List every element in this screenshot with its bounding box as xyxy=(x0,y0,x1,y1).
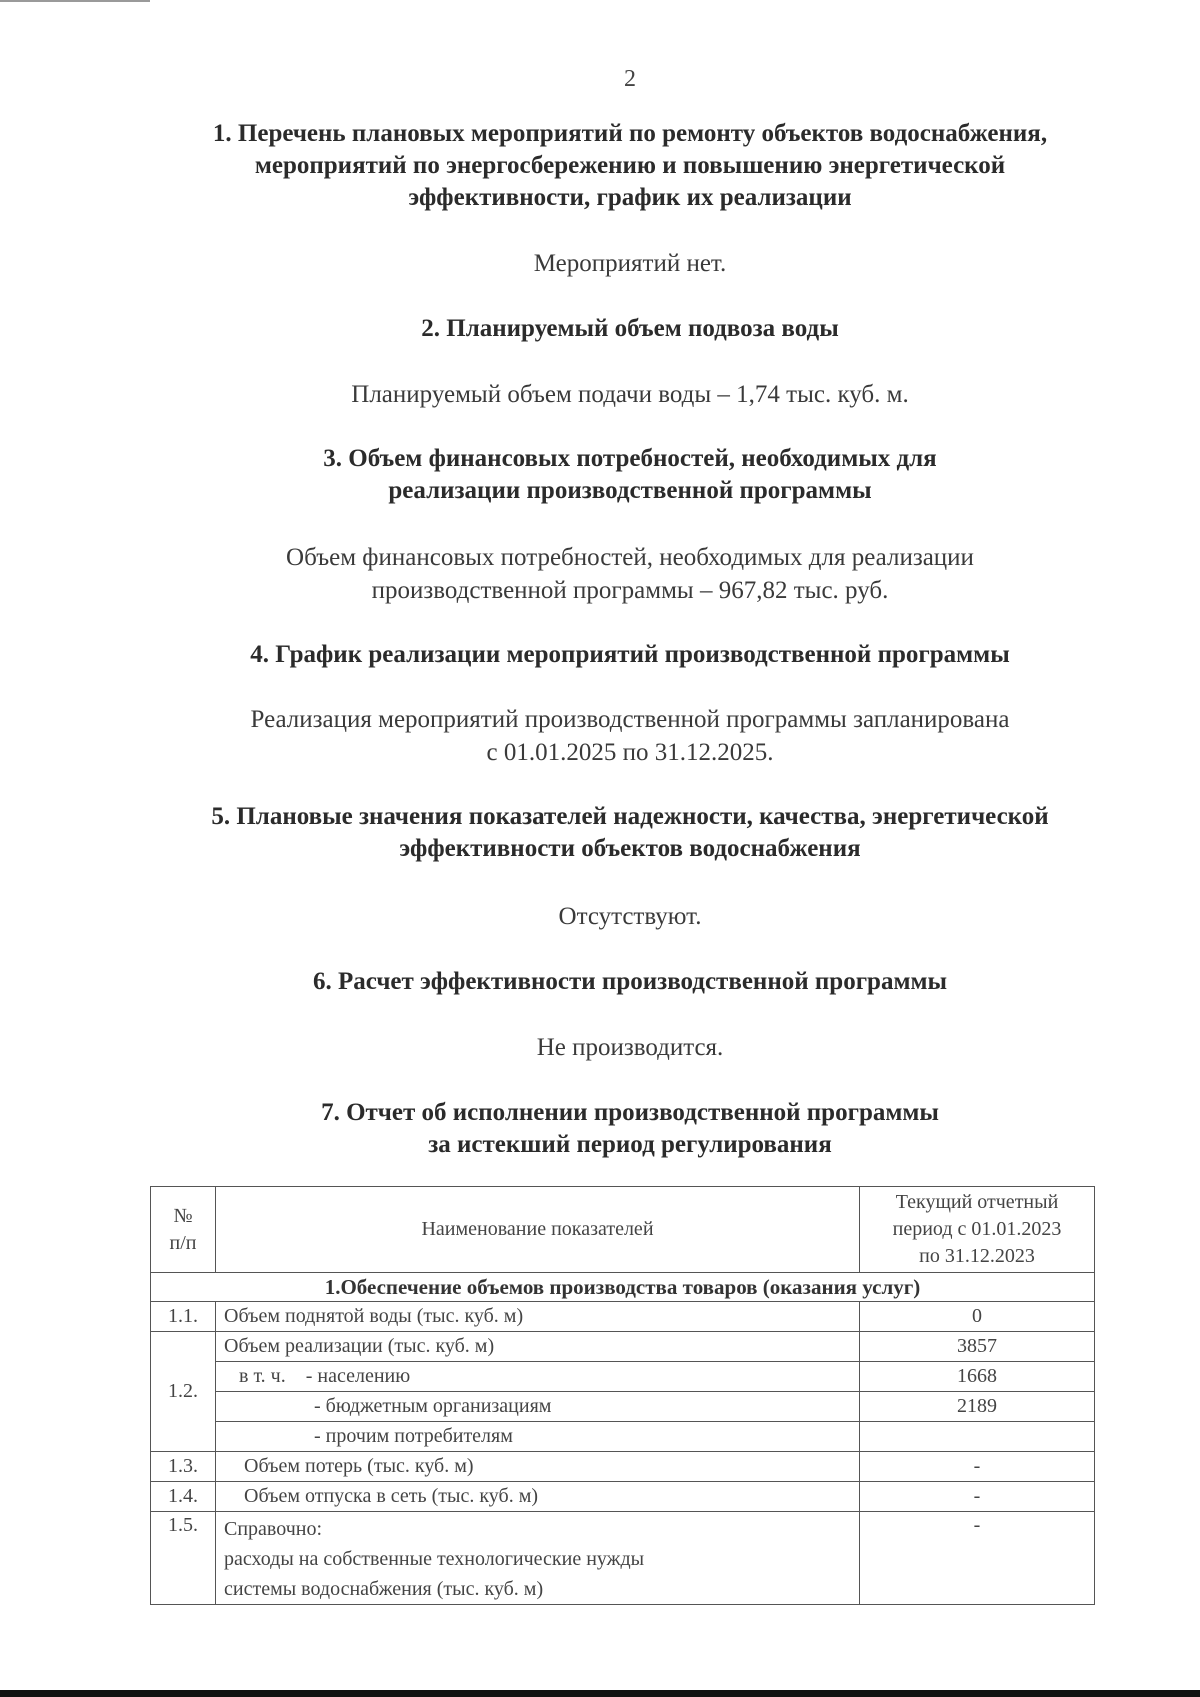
page-number: 2 xyxy=(624,66,636,92)
row-label: Объем реализации (тыс. куб. м) xyxy=(216,1332,860,1362)
heading-section-4: 4. График реализации мероприятий производственной программы xyxy=(250,641,1010,668)
row-label: - прочим потребителям xyxy=(216,1422,860,1452)
row-label: Объем отпуска в сеть (тыс. куб. м) xyxy=(216,1482,860,1512)
heading-section-5: 5. Плановые значения показателей надежности, качества, энергетической эффективности объектов водоснабжения xyxy=(211,803,1049,862)
row-value: - xyxy=(860,1482,1095,1512)
text-section-5: Отсутствуют. xyxy=(558,903,702,930)
row-value: 3857 xyxy=(860,1332,1095,1362)
table-row xyxy=(151,1482,1095,1512)
table-row xyxy=(151,1422,1095,1452)
text-section-2: Планируемый объем подачи воды – 1,74 тыс. куб. м. xyxy=(351,381,909,408)
table-row xyxy=(151,1392,1095,1422)
row-num: 1.2. xyxy=(151,1332,216,1452)
header-period: Текущий отчетный период с 01.01.2023 по 31.12.2023 xyxy=(860,1187,1095,1273)
scan-edge-top xyxy=(0,0,150,2)
row-value: 0 xyxy=(860,1302,1095,1332)
table-header-row xyxy=(151,1187,1095,1273)
heading-section-1: 1. Перечень плановых мероприятий по ремонту объектов водоснабжения, мероприятий по энергосбережению и повышению энергетической эффективности, график их реализации xyxy=(212,120,1048,211)
table-row xyxy=(151,1332,1095,1362)
table-row xyxy=(151,1362,1095,1392)
row-num: 1.1. xyxy=(151,1302,216,1332)
row-num: 1.5. xyxy=(151,1512,216,1605)
header-name: Наименование показателей xyxy=(216,1187,860,1273)
row-value: - xyxy=(860,1512,1095,1605)
row-label: Объем поднятой воды (тыс. куб. м) xyxy=(216,1302,860,1332)
text-section-3: Объем финансовых потребностей, необходимых для реализации производственной программы – 967,82 тыс. руб. xyxy=(286,544,974,604)
heading-section-3: 3. Объем финансовых потребностей, необходимых для реализации производственной программы xyxy=(323,445,937,504)
table-section-row xyxy=(151,1273,1095,1302)
row-num: 1.3. xyxy=(151,1452,216,1482)
table-row xyxy=(151,1302,1095,1332)
scan-edge-bottom xyxy=(0,1690,1200,1697)
text-section-1: Мероприятий нет. xyxy=(533,250,727,277)
header-num: № п/п xyxy=(151,1187,216,1273)
section-title: 1.Обеспечение объемов производства товаров (оказания услуг) xyxy=(151,1273,1095,1302)
text-section-4: Реализация мероприятий производственной программы запланирована с 01.01.2025 по 31.12.2025. xyxy=(250,706,1010,766)
table-row xyxy=(151,1512,1095,1605)
heading-section-7: 7. Отчет об исполнении производственной программы за истекший период регулирования xyxy=(321,1099,939,1158)
table-row xyxy=(151,1452,1095,1482)
row-label: Справочно: расходы на собственные технологические нужды системы водоснабжения (тыс. куб. м) xyxy=(216,1512,860,1605)
report-table xyxy=(150,1186,1095,1605)
row-value xyxy=(860,1422,1095,1452)
heading-section-2: 2. Планируемый объем подвоза воды xyxy=(421,315,839,342)
row-label: в т. ч. - населению xyxy=(216,1362,860,1392)
row-num: 1.4. xyxy=(151,1482,216,1512)
heading-section-6: 6. Расчет эффективности производственной программы xyxy=(312,968,948,995)
row-label: Объем потерь (тыс. куб. м) xyxy=(216,1452,860,1482)
row-value: 1668 xyxy=(860,1362,1095,1392)
row-value: - xyxy=(860,1452,1095,1482)
text-section-6: Не производится. xyxy=(536,1034,724,1061)
row-label: - бюджетным организациям xyxy=(216,1392,860,1422)
row-value: 2189 xyxy=(860,1392,1095,1422)
